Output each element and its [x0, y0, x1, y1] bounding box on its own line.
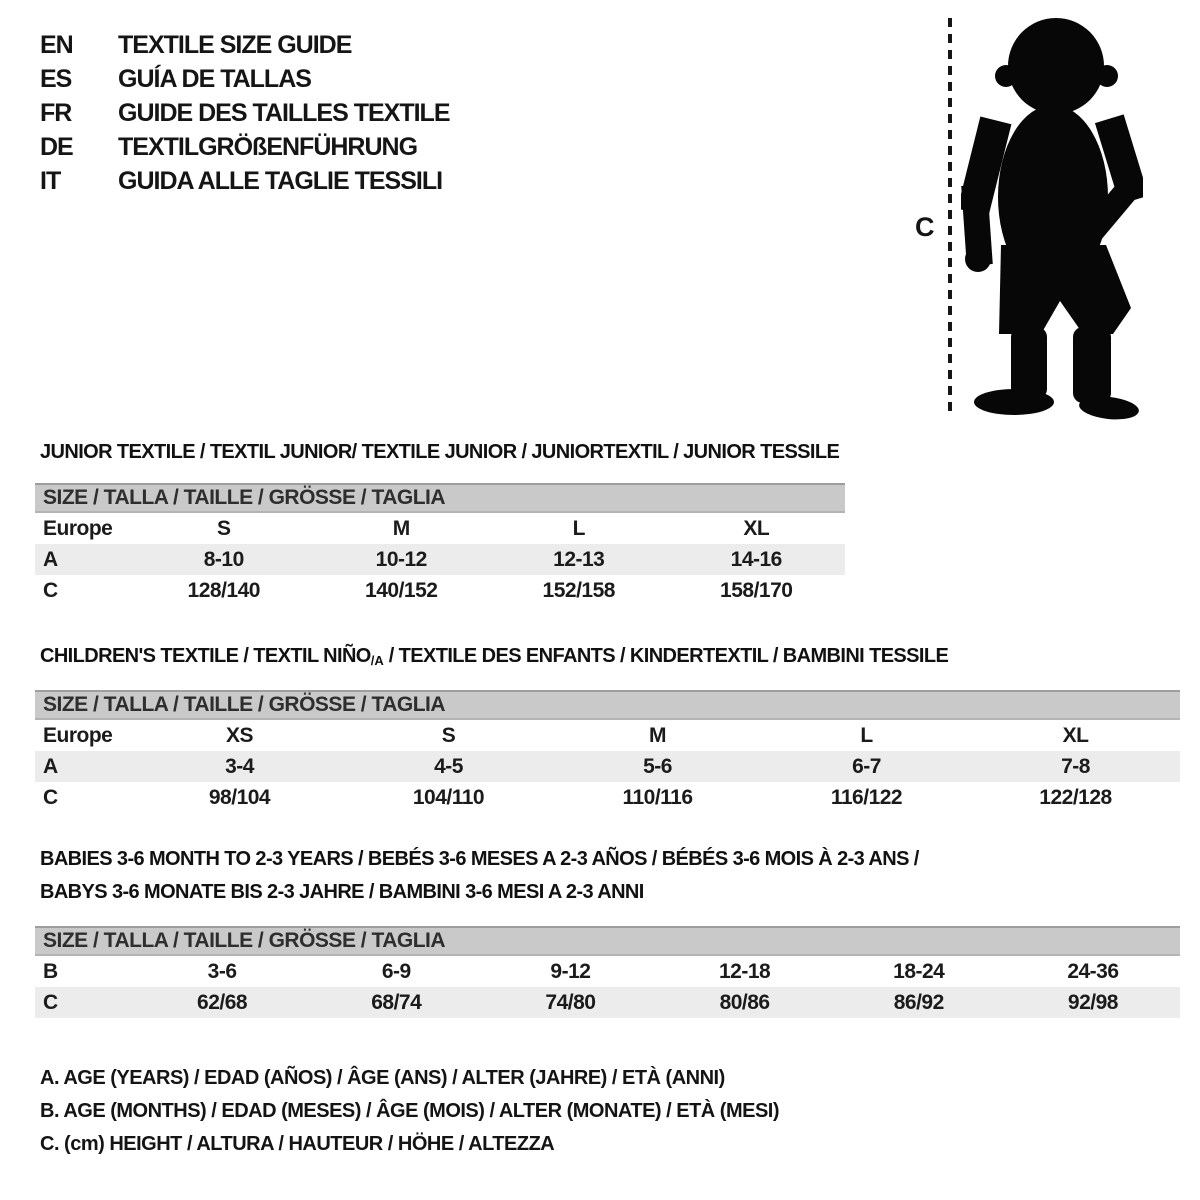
table-cell: 4-5	[434, 755, 463, 778]
language-title: TEXTILGRÖßENFÜHRUNG	[118, 132, 418, 161]
table-cell: L	[572, 517, 585, 540]
legend	[40, 1062, 779, 1161]
table-cell: 3-6	[207, 960, 237, 983]
table-cell: 18-24	[893, 960, 945, 983]
legend-line-c: C. (cm) HEIGHT / ALTURA / HAUTEUR / HÖHE / ALTEZZA	[40, 1133, 555, 1155]
size-table-rows	[35, 513, 845, 606]
table-cell: 6-7	[852, 755, 881, 778]
table-cell: 9-12	[550, 960, 591, 983]
table-cell: 12-13	[553, 548, 605, 571]
row-label: B	[43, 960, 58, 983]
size-band	[35, 926, 1180, 956]
table-cell: 122/128	[1039, 786, 1112, 809]
row-label: A	[43, 548, 58, 571]
heading-text: BABIES 3-6 MONTH TO 2-3 YEARS / BEBÉS 3-6 MESES A 2-3 AÑOS / BÉBÉS 3-6 MOIS À 2-3 ANS /	[40, 848, 919, 870]
height-measure-figure	[905, 10, 1160, 425]
row-label: C	[43, 991, 58, 1014]
size-band-label: SIZE / TALLA / TAILLE / GRÖSSE / TAGLIA	[43, 929, 446, 952]
table-row	[35, 720, 1180, 751]
section-heading-line	[40, 843, 919, 876]
table-cell: S	[216, 517, 231, 540]
babies-section-heading	[40, 843, 919, 909]
section-heading-line	[40, 876, 919, 909]
table-cell: 128/140	[187, 579, 260, 602]
table-cell: 86/92	[893, 991, 944, 1014]
language-title: GUÍA DE TALLAS	[118, 64, 311, 93]
table-cell: 6-9	[381, 960, 411, 983]
table-cell: 12-18	[718, 960, 771, 983]
table-cell: 104/110	[412, 786, 485, 809]
size-band	[35, 483, 845, 513]
language-line	[40, 130, 450, 164]
language-title: TEXTILE SIZE GUIDE	[118, 30, 352, 59]
size-band-label: SIZE / TALLA / TAILLE / GRÖSSE / TAGLIA	[43, 693, 446, 716]
table-cell: 158/170	[720, 579, 793, 602]
table-cell: 68/74	[371, 991, 422, 1014]
table-cell: 3-4	[225, 755, 254, 778]
row-label: A	[43, 755, 58, 778]
table-row	[35, 575, 845, 606]
table-cell: S	[441, 724, 456, 747]
babies-size-table	[35, 926, 1180, 1018]
language-code: EN	[40, 30, 73, 59]
table-cell: 110/116	[622, 786, 693, 809]
table-row	[35, 987, 1180, 1018]
table-cell: M	[392, 517, 410, 540]
row-label: C	[43, 579, 58, 602]
table-cell: 92/98	[1067, 991, 1118, 1014]
legend-line-b: B. AGE (MONTHS) / EDAD (MESES) / ÂGE (MOIS) / ALTER (MONATE) / ETÀ (MESI)	[40, 1100, 780, 1122]
language-line	[40, 62, 450, 96]
table-cell: 14-16	[730, 548, 782, 571]
section-heading-line	[40, 640, 948, 674]
table-cell: 62/68	[197, 991, 248, 1014]
table-row	[35, 544, 845, 575]
language-line	[40, 28, 450, 62]
table-row	[35, 782, 1180, 813]
table-cell: 10-12	[375, 548, 427, 571]
language-title: GUIDA ALLE TAGLIE TESSILI	[118, 166, 443, 195]
heading-text: CHILDREN'S TEXTILE / TEXTIL NIÑO	[40, 645, 371, 667]
table-cell: 98/104	[208, 786, 271, 809]
heading-text: / TEXTILE DES ENFANTS / KINDERTEXTIL / BAMBINI TESSILE	[383, 645, 949, 667]
size-table-rows	[35, 720, 1180, 813]
children-size-table	[35, 690, 1180, 813]
size-table-rows	[35, 956, 1180, 1018]
table-cell: XL	[743, 517, 770, 540]
height-dashed-line	[948, 18, 952, 416]
table-cell: L	[860, 724, 873, 747]
table-cell: 80/86	[719, 991, 770, 1014]
heading-text: /A	[370, 653, 384, 668]
table-cell: 7-8	[1061, 755, 1090, 778]
size-band-label: SIZE / TALLA / TAILLE / GRÖSSE / TAGLIA	[43, 486, 446, 509]
table-row	[35, 513, 845, 544]
heading-text: BABYS 3-6 MONATE BIS 2-3 JAHRE / BAMBINI 3-6 MESI A 2-3 ANNI	[40, 881, 644, 903]
table-cell: M	[649, 724, 666, 747]
language-line	[40, 96, 450, 130]
table-cell: 152/158	[542, 579, 615, 602]
height-c-label: C	[915, 212, 935, 242]
junior-section-heading	[40, 436, 839, 469]
legend-line-a: A. AGE (YEARS) / EDAD (AÑOS) / ÂGE (ANS) / ALTER (JAHRE) / ETÀ (ANNI)	[40, 1067, 725, 1089]
language-title: GUIDE DES TAILLES TEXTILE	[118, 98, 450, 127]
table-cell: 116/122	[830, 786, 903, 809]
section-heading-line	[40, 436, 839, 469]
table-cell: XL	[1062, 724, 1089, 747]
language-title-block	[40, 28, 450, 198]
table-cell: 5-6	[643, 755, 672, 778]
language-code: IT	[40, 166, 61, 195]
language-code: ES	[40, 64, 72, 93]
table-row	[35, 751, 1180, 782]
language-line	[40, 164, 450, 198]
toddler-silhouette-icon	[961, 12, 1143, 422]
children-section-heading	[40, 640, 948, 674]
table-cell: XS	[225, 724, 253, 747]
table-cell: 74/80	[545, 991, 596, 1014]
table-cell: 140/152	[365, 579, 438, 602]
row-label: Europe	[43, 724, 113, 747]
language-code: DE	[40, 132, 73, 161]
table-cell: 24-36	[1067, 960, 1119, 983]
table-cell: 8-10	[203, 548, 244, 571]
table-row	[35, 956, 1180, 987]
language-code: FR	[40, 98, 72, 127]
heading-text: JUNIOR TEXTILE / TEXTIL JUNIOR/ TEXTILE JUNIOR / JUNIORTEXTIL / JUNIOR TESSILE	[40, 441, 840, 463]
row-label: C	[43, 786, 58, 809]
size-band	[35, 690, 1180, 720]
row-label: Europe	[43, 517, 113, 540]
junior-size-table	[35, 483, 845, 606]
